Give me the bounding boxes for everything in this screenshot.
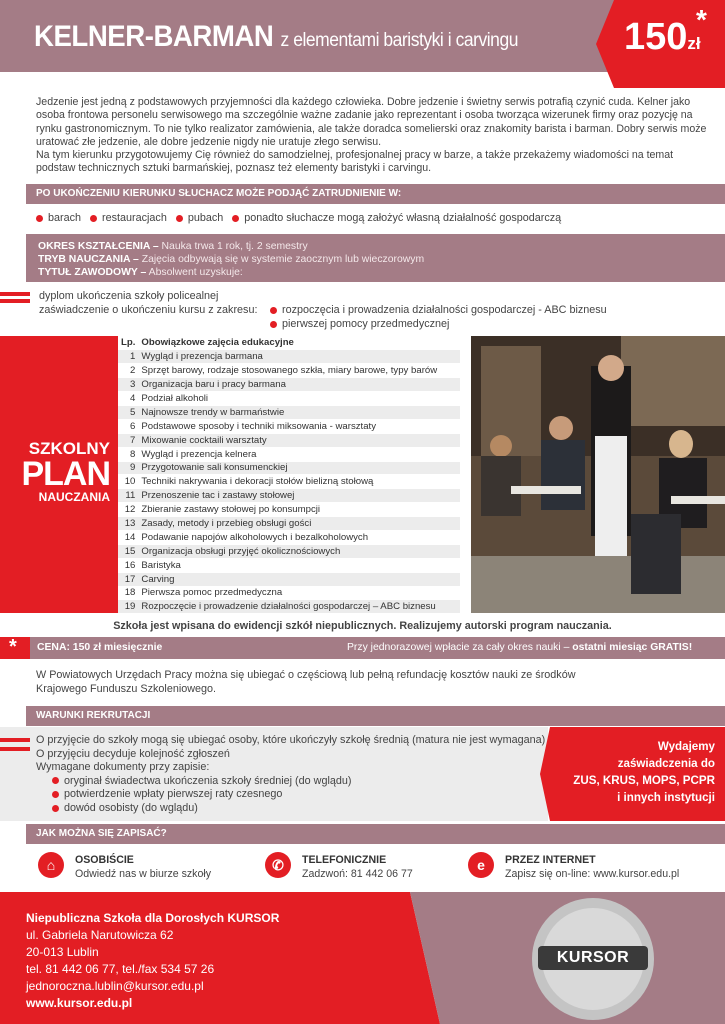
plan-row-num: 16: [118, 558, 138, 572]
footer-address: [26, 910, 279, 1012]
plan-row: [118, 600, 460, 614]
period-label: OKRES KSZTAŁCENIA –: [38, 241, 159, 252]
footer-email[interactable]: jednoroczna.lublin@kursor.edu.pl: [26, 979, 204, 993]
period-text: Nauka trwa 1 rok, tj. 2 semestry: [161, 241, 308, 252]
plan-row-num: 12: [118, 503, 138, 517]
signup-phone: [302, 853, 413, 881]
plan-row-title: Mixowanie cocktaili warsztaty: [138, 433, 460, 447]
red-stripe: [0, 747, 30, 751]
plan-row: [118, 378, 460, 392]
page-title: [34, 20, 518, 54]
plan-row-num: 17: [118, 572, 138, 586]
recruitment-line: O przyjęcie do szkoły mogą się ubiegać osoby, które ukończyły szkołę średnią (matura nie jest wymagana): [36, 734, 546, 746]
home-icon: ⌂: [38, 852, 64, 878]
footer-city: 20-013 Lublin: [26, 945, 99, 959]
header-price-unit: zł: [687, 34, 701, 53]
plan-row-num: 14: [118, 530, 138, 544]
red-stripe: [0, 299, 30, 303]
plan-row: [118, 433, 460, 447]
personal-title: OSOBIŚCIE: [75, 854, 134, 866]
signup-personal: [75, 853, 211, 881]
plan-row-title: Techniki nakrywania i dekoracji stołów bielizną stołową: [138, 475, 460, 489]
plan-row-title: Pierwsza pomoc przedmedyczna: [138, 586, 460, 600]
footer-phone: tel. 81 442 06 77, tel./fax 534 57 26: [26, 962, 215, 976]
plan-row: [118, 405, 460, 419]
plan-row: [118, 517, 460, 531]
plan-row-num: 11: [118, 489, 138, 503]
plan-row-title: Organizacja obsługi przyjęć okolicznościowych: [138, 544, 460, 558]
doc-item: oryginał świadectwa ukończenia szkoły średniej (do wglądu): [52, 775, 545, 789]
employment-item: restauracjach: [90, 212, 167, 224]
price-bar-promo: [347, 642, 692, 653]
plan-label-top: SZKOLNY: [28, 439, 110, 458]
intro-paragraph-1: Jedzenie jest jedną z podstawowych przyjemności dla każdego człowieka. Dobre jedzenie i świetny serwis potrafią czynić cuda. Kelner jako osoba frontowa personelu serwisowego ma szczególnie ważne zadanie jako reprezentant i osoba tworząca wizerunek firmy oraz pozycję na rynku gastronomicznym. To nie tylko realizator zamówienia, ale także doradca somelierski oraz znakomity barista i barman. Dobry serwis może uratować złe jedzenie, ale dobre jedzenie nigdy nie uratuje złego serwisu.: [36, 96, 707, 148]
course-item: pierwszej pomocy przedmedycznej: [270, 317, 607, 331]
badge-line: i innych instytucji: [617, 791, 715, 804]
plan-col-title: Obowiązkowe zajęcia edukacyjne: [138, 336, 460, 350]
plan-row-num: 7: [118, 433, 138, 447]
course-info: [38, 240, 424, 279]
price-bar-price: CENA: 150 zł miesięcznie: [37, 642, 163, 653]
plan-col-lp: Lp.: [118, 336, 138, 350]
signup-heading: JAK MOŻNA SIĘ ZAPISAĆ?: [26, 824, 725, 844]
phone-icon: ✆: [265, 852, 291, 878]
funding-text: W Powiatowych Urzędach Pracy można się ubiegać o częściową lub pełną refundację kosztów nauki ze środków Krajowego Funduszu Szkoleniowego.: [36, 669, 576, 695]
plan-row: [118, 461, 460, 475]
register-note: Szkoła jest wpisana do ewidencji szkół niepublicznych. Realizujemy autorski program nauczania.: [113, 620, 612, 632]
recruitment-line: O przyjęciu decyduje kolejność zgłoszeń: [36, 747, 230, 760]
badge-line: Wydajemy: [657, 740, 715, 753]
plan-row-title: Podawanie napojów alkoholowych i bezalkoholowych: [138, 530, 460, 544]
footer-www[interactable]: www.kursor.edu.pl: [26, 996, 133, 1010]
red-stripe: [0, 738, 30, 742]
plan-row-title: Wygląd i prezencja barmana: [138, 350, 460, 364]
plan-row: [118, 558, 460, 572]
plan-row-num: 4: [118, 392, 138, 406]
plan-row-title: Podział alkoholi: [138, 392, 460, 406]
plan-row: [118, 447, 460, 461]
plan-row-num: 3: [118, 378, 138, 392]
plan-row-title: Organizacja baru i pracy barmana: [138, 378, 460, 392]
title-main: KELNER-BARMAN: [34, 20, 274, 53]
plan-row: [118, 419, 460, 433]
plan-label-bot: NAUCZANIA: [38, 490, 110, 504]
phone-text: Zadzwoń: 81 442 06 77: [302, 868, 413, 880]
price-bar-star: *: [9, 636, 17, 658]
title-text: Absolwent uzyskuje:: [148, 267, 243, 278]
plan-row-num: 18: [118, 586, 138, 600]
title-subtitle: z elementami baristyki i carvingu: [280, 30, 518, 51]
plan-row: [118, 530, 460, 544]
title-label: TYTUŁ ZAWODOWY –: [38, 267, 147, 278]
plan-label-mid: PLAN: [21, 455, 110, 493]
plan-row-title: Sprzęt barowy, rodzaje stosowanego szkła, miary barowe, typy barów: [138, 364, 460, 378]
plan-row-title: Zasady, metody i przebieg obsługi gości: [138, 517, 460, 531]
mode-text: Zajęcia odbywają się w systemie zaocznym lub wieczorowym: [141, 254, 425, 265]
plan-row-num: 2: [118, 364, 138, 378]
plan-row: [118, 503, 460, 517]
plan-row: [118, 364, 460, 378]
certificate-badge: [555, 738, 715, 806]
plan-row: [118, 475, 460, 489]
plan-row-num: 5: [118, 405, 138, 419]
certificate-courses: [270, 303, 607, 331]
kursor-logo: [532, 898, 654, 1020]
cafe-photo: [471, 336, 725, 613]
logo-text: KURSOR: [538, 946, 648, 970]
plan-row: [118, 572, 460, 586]
intro-paragraph-2: Na tym kierunku przygotowujemy Cię również do samodzielnej, profesjonalnej pracy w barze, a także przekażemy wiadomości na temat podstaw technicznych sztuki barmańskiej, poznasz też elementy baristyki i carvingu.: [36, 149, 674, 175]
red-stripe: [0, 292, 30, 296]
personal-text: Odwiedź nas w biurze szkoły: [75, 868, 212, 880]
promo-prefix: Przy jednorazowej wpłacie za cały okres nauki –: [347, 642, 570, 653]
plan-row-title: Rozpoczęcie i prowadzenie działalności gospodarczej – ABC biznesu: [138, 600, 460, 614]
plan-row-num: 10: [118, 475, 138, 489]
intro-text: [36, 96, 712, 176]
certificate-text: zaświadczenie o ukończeniu kursu z zakresu:: [39, 304, 258, 316]
plan-row-num: 15: [118, 544, 138, 558]
plan-row-num: 6: [118, 419, 138, 433]
plan-row-title: Przygotowanie sali konsumenckiej: [138, 461, 460, 475]
employment-item: ponadto słuchacze mogą założyć własną działalność gospodarczą: [232, 212, 561, 224]
web-title: PRZEZ INTERNET: [505, 854, 596, 866]
recruitment-line: Wymagane dokumenty przy zapisie:: [36, 761, 210, 774]
doc-item: dowód osobisty (do wglądu): [52, 802, 545, 816]
plan-row: [118, 586, 460, 600]
plan-row-num: 9: [118, 461, 138, 475]
employment-item: pubach: [176, 212, 223, 224]
price-asterisk: *: [696, 4, 707, 35]
employment-list: [36, 212, 561, 224]
course-item: rozpoczęcia i prowadzenia działalności gospodarczej - ABC biznesu: [270, 303, 607, 317]
footer-street: ul. Gabriela Narutowicza 62: [26, 928, 174, 942]
phone-title: TELEFONICZNIE: [302, 854, 387, 866]
header-price: [624, 16, 701, 59]
plan-row-title: Carving: [138, 572, 460, 586]
badge-line: zaświadczenia do: [617, 757, 715, 770]
doc-item: potwierdzenie wpłaty pierwszej raty czesnego: [52, 788, 545, 802]
plan-row-num: 1: [118, 350, 138, 364]
plan-row-title: Przenoszenie tac i zastawy stołowej: [138, 489, 460, 503]
plan-label: [0, 440, 110, 503]
signup-web: [505, 853, 679, 881]
plan-row-title: Baristyka: [138, 558, 460, 572]
header-price-value: 150: [624, 16, 688, 58]
badge-line: ZUS, KRUS, MOPS, PCPR: [573, 774, 715, 787]
footer-school: Niepubliczna Szkoła dla Dorosłych KURSOR: [26, 911, 280, 925]
promo-bold: ostatni miesiąc GRATIS!: [572, 642, 693, 653]
plan-row-num: 13: [118, 517, 138, 531]
plan-row: [118, 489, 460, 503]
plan-row-title: Najnowsze trendy w barmaństwie: [138, 405, 460, 419]
plan-row: [118, 392, 460, 406]
web-text: Zapisz się on-line: www.kursor.edu.pl: [505, 868, 680, 880]
mode-label: TRYB NAUCZANIA –: [38, 254, 139, 265]
plan-row-title: Wygląd i prezencja kelnera: [138, 447, 460, 461]
plan-row-num: 19: [118, 600, 138, 614]
plan-row-num: 8: [118, 447, 138, 461]
plan-row-title: Podstawowe sposoby i techniki miksowania - warsztaty: [138, 419, 460, 433]
recruitment-lines: [36, 734, 545, 816]
employment-item: barach: [36, 212, 81, 224]
plan-row-title: Zbieranie zastawy stołowej po konsumpcji: [138, 503, 460, 517]
diploma-text: dyplom ukończenia szkoły policealnej: [39, 290, 219, 302]
plan-row: [118, 350, 460, 364]
recruitment-heading: WARUNKI REKRUTACJI: [26, 706, 725, 726]
internet-icon: e: [468, 852, 494, 878]
employment-heading: PO UKOŃCZENIU KIERUNKU SŁUCHACZ MOŻE PODJĄĆ ZATRUDNIENIE W:: [26, 184, 725, 204]
plan-row: [118, 544, 460, 558]
plan-table: [118, 336, 460, 614]
